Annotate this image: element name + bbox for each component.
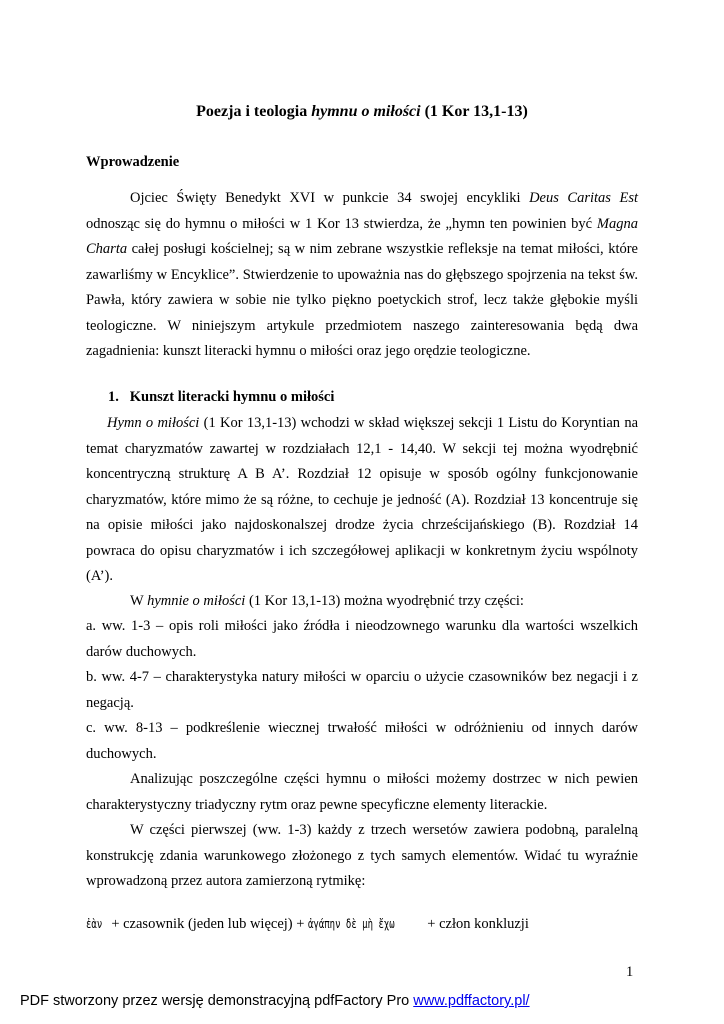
title-italic: hymnu o miłości [311,103,421,120]
greek-agapen: ἀγάπην δὲ μὴ ἔχω [308,917,395,931]
list-item: a. ww. 1-3 – opis roli miłości jako źródła i nieodzownego warunku dla wartości wszelkich darów duchowych. [86,618,638,660]
intro-text-3: całej posługi kościelnej; są w nim zebrane wszystkie refleksje na temat miłości, które zawarliśmy w Encyklice”. Stwierdzenie to upoważnia nas do głębszego spojrzenia na tekst św. Pawła, który zawiera w sobie nie tylko piękno poetyckich strof, lecz także głębokie myśli teologiczne. W niniejszym artykule przedmiotem naszego zainteresowania będą dwa zagadnienia: kunszt literacki hymnu o miłości oraz jego orędzie teologiczne. [86,241,638,359]
footer-link[interactable]: www.pdffactory.pl/ [413,993,530,1009]
footer-text: PDF stworzony przez wersję demonstracyjną pdfFactory Pro [20,993,414,1009]
first-part-paragraph: W części pierwszej (ww. 1-3) każdy z trzech wersetów zawiera podobną, paralelną konstrukcję zdania warunkowego złożonego z tych samych elementów. Widać tu wyraźnie wprowadzoną przez autora zamierzoną rytmikę: [86,822,638,889]
title-reference: (1 Kor 13,1-13) [420,103,528,120]
section1-heading: 1. Kunszt literacki hymnu o miłości [108,389,335,405]
intro-heading: Wprowadzenie [86,154,180,170]
section1-italic: Hymn o miłości [107,415,200,431]
intro-italic-magna-charta: Magna Charta [86,215,638,257]
list-item: b. ww. 4-7 – charakterystyka natury miłości w oparciu o użycie czasowników bez negacji i z negacją. [86,669,638,711]
section1-paragraph [86,411,638,590]
formula-text-1: + czasownik (jeden lub więcej) + [111,916,305,932]
section1-text: (1 Kor 13,1-13) wchodzi w skład większej sekcji 1 Listu do Koryntian na temat charyzmatów zawartej w rozdziałach 12,1 - 14,40. W sekcji tej można wyodrębnić koncentryczną strukturę A B A’. Rozdział 12 opisuje w sposób ogólny funkcjonowanie charyzmatów, które mimo że są różne, to cechuje je jedność (A). Rozdział 13 koncentruje się na opisie miłości jako najdoskonalszej drodze życia chrześcijańskiego (B). Rozdział 14 powraca do opisu charyzmatów i ich szczegółowej aplikacji w konkretnym życiu wspólnoty (A’). [86,415,639,584]
document-title [0,103,724,121]
parts-intro-text-1: W [130,593,148,609]
analysis-paragraph: Analizując poszczególne części hymnu o miłości możemy dostrzec w nich pewien charakterystyczny triadyczny rytm oraz pewne specyficzne elementy literackie. [86,771,638,813]
page-number: 1 [626,964,634,980]
intro-paragraph [86,186,638,365]
list-item: c. ww. 8-13 – podkreślenie wiecznej trwałość miłości w odróżnieniu od innych darów duchowych. [86,720,638,762]
parts-intro-paragraph [86,589,638,615]
intro-italic-encyclical: Deus Caritas Est [529,190,638,206]
formula-text-2: + człon konkluzji [427,916,529,932]
pdf-footer [20,993,530,1009]
parts-intro-text-2: (1 Kor 13,1-13) można wyodrębnić trzy części: [245,593,524,609]
intro-text-2: odnosząc się do hymnu o miłości w 1 Kor 13 stwierdza, że „hymn ten powinien być [86,215,597,232]
title-text: Poezja i teologia [196,103,312,120]
intro-text-1: Ojciec Święty Benedykt XVI w punkcie 34 swojej encykliki [130,190,530,206]
formula-line [86,916,529,933]
parts-intro-italic: hymnie o miłości [147,593,246,609]
greek-ean: ἐὰν [86,917,103,931]
